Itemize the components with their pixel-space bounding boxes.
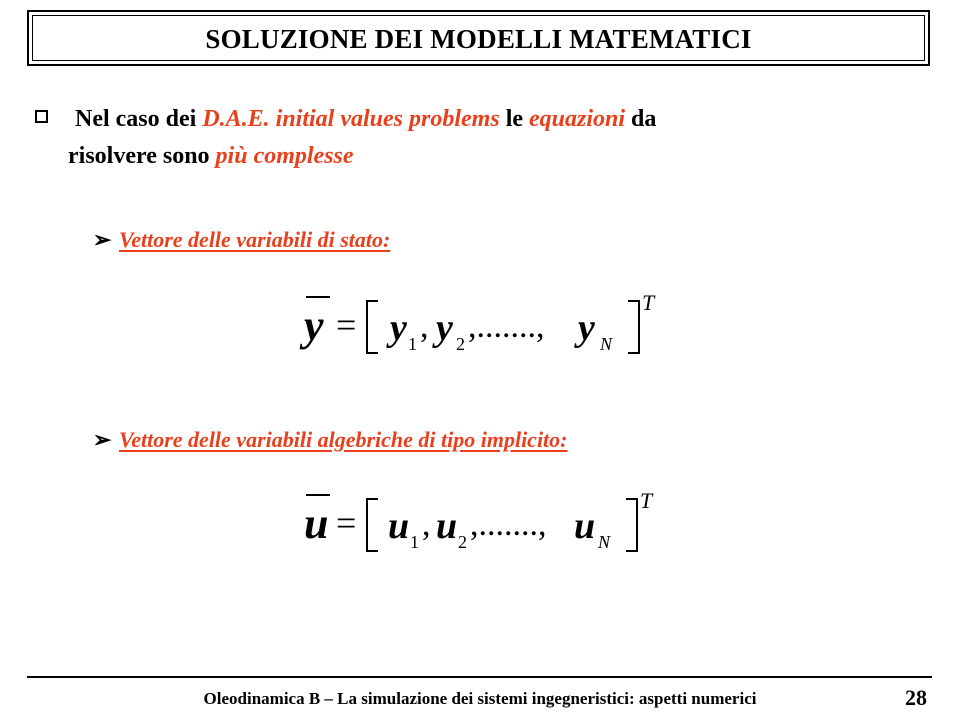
algebraic-vector-heading [93, 427, 568, 453]
right-bracket [628, 300, 640, 354]
equals-sign: = [336, 503, 357, 543]
component-2: y [436, 307, 453, 349]
subscript-1: 1 [410, 532, 419, 552]
page-number: 28 [905, 685, 927, 710]
left-bracket [366, 300, 378, 354]
vector-symbol: y [304, 301, 324, 350]
ellipsis: ,......., [470, 506, 547, 543]
right-bracket [626, 498, 638, 552]
equals-sign: = [336, 305, 357, 345]
component-2: u [436, 505, 458, 547]
title-box [27, 10, 930, 66]
subscript-2: 2 [456, 334, 465, 354]
intro-text: da [625, 106, 657, 132]
comma: , [422, 506, 431, 543]
page-title: SOLUZIONE DEI MODELLI MATEMATICI [205, 24, 752, 54]
state-vector-heading [93, 227, 390, 253]
component-n: u [574, 505, 596, 547]
arrow-bullet-icon: ➢ [93, 227, 112, 252]
component-n: y [578, 307, 595, 349]
algebraic-vector-equation [300, 490, 660, 560]
overline-bar [306, 296, 330, 298]
intro-text: Nel caso dei [75, 106, 203, 132]
overline-bar [306, 494, 330, 496]
comma: , [420, 308, 429, 345]
intro-line-1 [75, 102, 656, 136]
transpose-superscript: T [642, 290, 655, 315]
subscript-1: 1 [408, 334, 417, 354]
intro-highlight-equazioni: equazioni [529, 106, 626, 132]
footer-text: Oleodinamica B – La simulazione dei sistemi ingegneristici: aspetti numerici [203, 689, 757, 708]
intro-highlight-complesse: più complesse [215, 143, 354, 169]
subscript-n: N [598, 532, 611, 552]
algebraic-vector-label: Vettore delle variabili algebriche di tipo implicito: [119, 427, 568, 452]
transpose-superscript: T [640, 488, 653, 513]
vector-symbol: u [304, 499, 329, 548]
component-1: y [390, 307, 407, 349]
square-bullet-icon [35, 110, 48, 123]
subscript-2: 2 [458, 532, 467, 552]
component-1: u [388, 505, 410, 547]
left-bracket [366, 498, 378, 552]
arrow-bullet-icon: ➢ [93, 427, 112, 452]
state-vector-equation [300, 290, 660, 360]
intro-text: risolvere sono [68, 143, 216, 169]
state-vector-label: Vettore delle variabili di stato: [119, 227, 391, 252]
intro-highlight-dae: D.A.E. initial values problems [202, 106, 500, 132]
subscript-n: N [600, 334, 613, 354]
footer-divider [27, 676, 932, 678]
intro-line-2 [68, 139, 354, 173]
intro-text: le [499, 106, 530, 132]
ellipsis: ,......., [468, 308, 545, 345]
